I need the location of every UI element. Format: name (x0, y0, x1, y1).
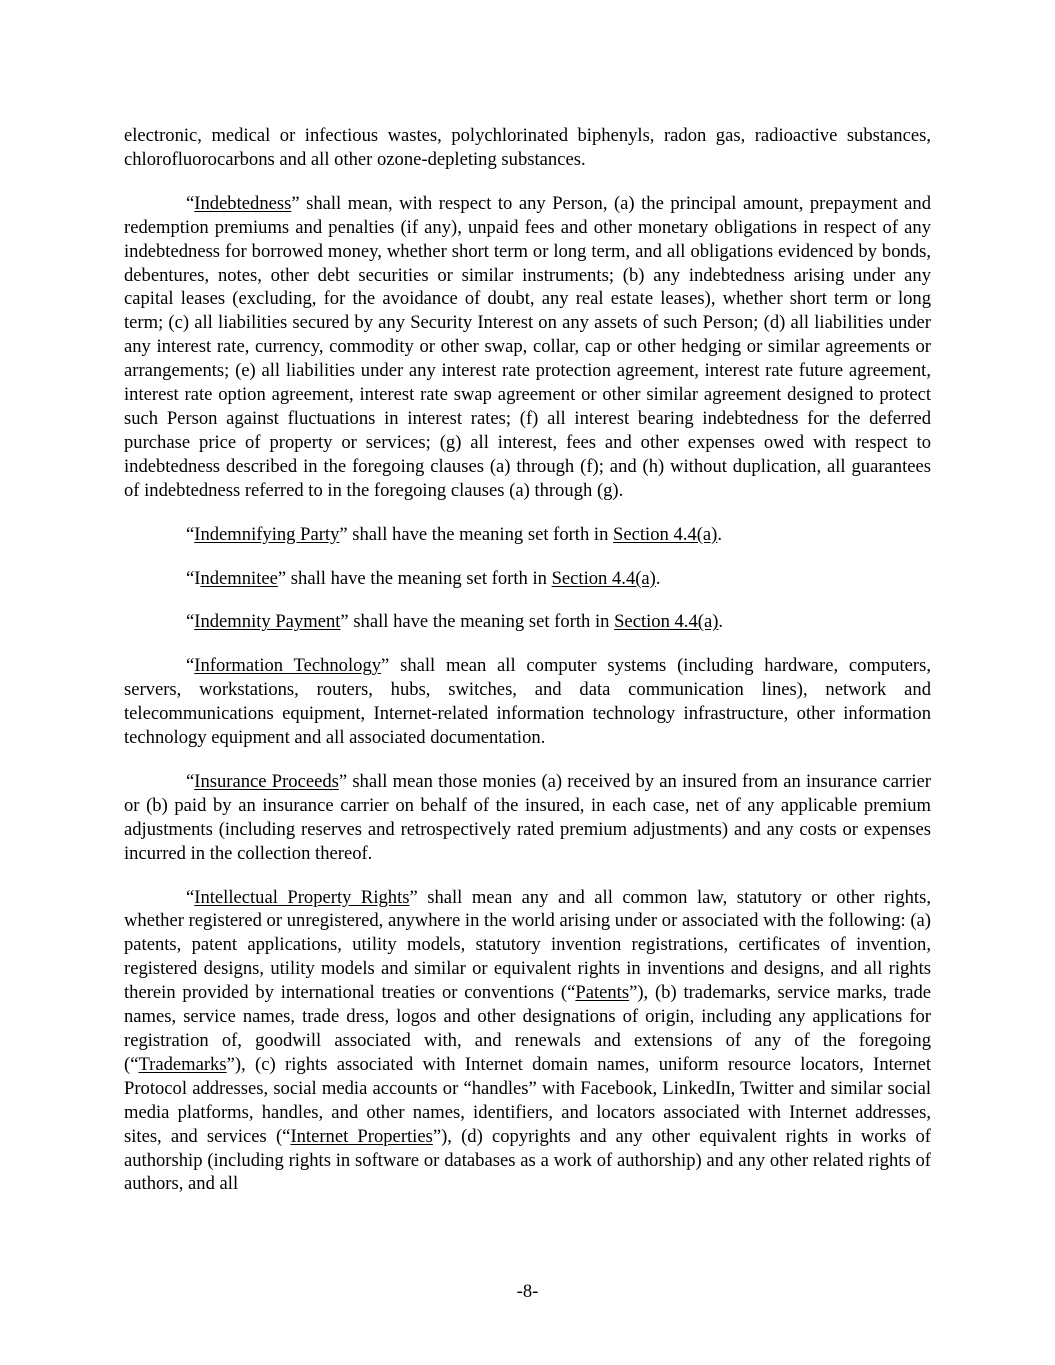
paragraph (124, 770, 931, 866)
defined-term: Patents (575, 982, 630, 1004)
text-run: “ (186, 611, 195, 633)
paragraph (124, 192, 931, 503)
paragraph (124, 124, 931, 172)
text-run: ” shall have the meaning set forth in (277, 567, 552, 589)
paragraph (124, 886, 931, 1197)
paragraph (124, 610, 931, 634)
text-run: . (655, 567, 661, 589)
defined-term: Indemnity Payment (194, 611, 341, 633)
text-run: ”), (d) copyrights and any other equivalent rights in works of authorship (including rights in software or databases as a work of authorship) and any other related rights of authors, and all (124, 1125, 932, 1195)
text-run: “ (186, 886, 195, 908)
text-run: ” shall have the meaning set forth in (340, 611, 615, 633)
text-run: . (717, 523, 723, 545)
text-run: ” shall have the meaning set forth in (339, 523, 614, 545)
defined-term: Trademarks (138, 1053, 227, 1075)
paragraph (124, 523, 931, 547)
text-run: ” shall mean those monies (a) received by an insured from an insurance carrier or (b) paid by an insurance carrier on behalf of the insured, in each case, net of any applicable premium adjustments (including reserves and retrospectively rated premium adjustments) and any costs or expenses incurred in the collection thereof. (124, 770, 931, 864)
text-run: “I (186, 567, 201, 589)
defined-term: Indebtedness (194, 192, 292, 214)
defined-term: Information Technology (194, 655, 382, 677)
text-run: “ (186, 523, 195, 545)
page-number: -8- (516, 1281, 539, 1302)
text-run: “ (186, 655, 195, 677)
paragraph (124, 567, 931, 591)
document-page (124, 124, 931, 1216)
text-run: ” shall mean any and all common law, statutory or other rights, whether registered or unregistered, anywhere in the world arising under or associated with the following: (a) patents, patent applications, utility models, statutory invention registrations, certificates of invention, registered designs, utility models and similar or equivalent rights in inventions and designs, and all rights therein provided by international treaties or conventions (“ (124, 886, 931, 1004)
text-run: “ (186, 770, 195, 792)
paragraph (124, 654, 931, 750)
text-run: ” shall mean all computer systems (including hardware, computers, servers, workstations, routers, hubs, switches, and data communication lines), network and telecommunications equipment, Internet-related information technology infrastructure, other information technology equipment and all associated documentation. (124, 655, 931, 749)
defined-term: Indemnifying Party (194, 523, 340, 545)
defined-term: ndemnitee (200, 567, 278, 589)
defined-term: Insurance Proceeds (194, 770, 339, 792)
defined-term: Section 4.4(a) (551, 567, 656, 589)
text-run: . (718, 611, 724, 633)
text-run: ”), (c) rights associated with Internet domain names, uniform resource locators, Internet Protocol addresses, social media accounts or “handles” with Facebook, LinkedIn, Twitter and similar social media platforms, handles, and other names, identifiers, and locators associated with Internet addresses, sites, and services (“ (124, 1053, 931, 1147)
defined-term: Intellectual Property Rights (194, 886, 410, 908)
defined-term: Section 4.4(a) (613, 523, 718, 545)
text-run: ”), (b) trademarks, service marks, trade names, service names, trade dress, logos and other designations of origin, including any applications for registration of, goodwill associated with, and renewals and extensions of any of the foregoing (“ (124, 982, 931, 1075)
defined-term: Internet Properties (290, 1125, 433, 1147)
text-run: ” shall mean, with respect to any Person, (a) the principal amount, prepayment and redemption premiums and penalties (if any), unpaid fees and other monetary obligations in respect of any indebtedness for borrowed money, whether short term or long term, and all obligations evidenced by bonds, debentures, notes, other debt securities or similar instruments; (b) any indebtedness arising under any capital leases (excluding, for the avoidance of doubt, any real estate leases), whether short term or long term; (c) all liabilities secured by any Security Interest on any assets of such Person; (d) all liabilities under any interest rate, currency, commodity or other swap, collar, cap or other hedging or similar agreements or arrangements; (e) all liabilities under any interest rate protection agreement, interest rate future agreement, interest rate option agreement, interest rate swap agreement or other similar agreement designed to protect such Person against fluctuations in interest rates; (f) all interest bearing indebtedness for the deferred purchase price of property or services; (g) all interest, fees and other expenses owed with respect to indebtedness described in the foregoing clauses (a) through (f); and (h) without duplication, all guarantees of indebtedness referred to in the foregoing clauses (a) through (g). (124, 192, 931, 501)
text-run: electronic, medical or infectious wastes, polychlorinated biphenyls, radon gas, radioactive substances, chlorofluorocarbons and all other ozone-depleting substances. (124, 125, 931, 170)
defined-term: Section 4.4(a) (614, 611, 719, 633)
text-run: “ (186, 192, 195, 214)
